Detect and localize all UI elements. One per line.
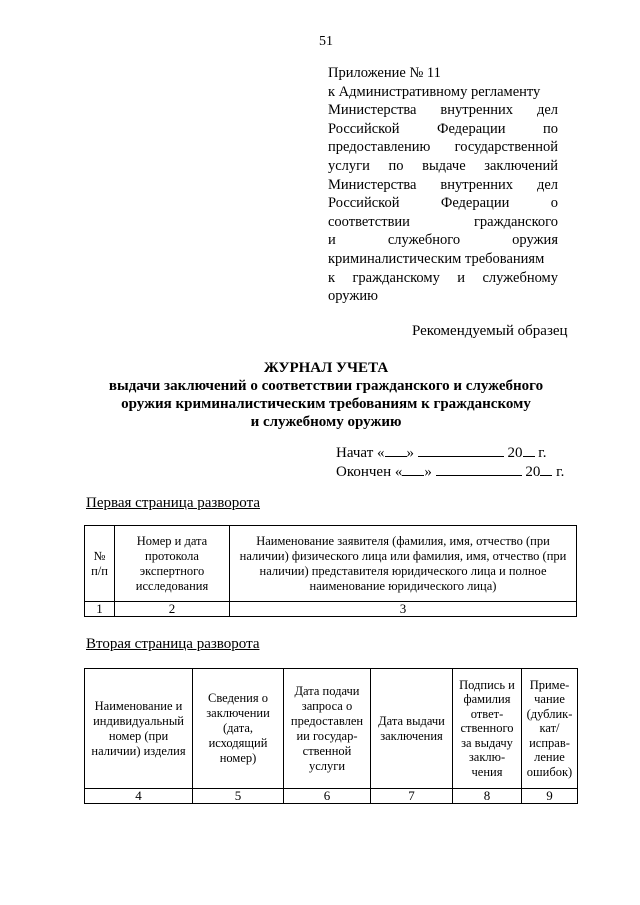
appendix-line: [328, 138, 558, 157]
table-header-row: [85, 526, 577, 602]
first-spread-heading: Первая страница разворота: [86, 495, 260, 511]
year-suffix: г.: [556, 464, 565, 480]
appendix-word: дел: [536, 176, 558, 193]
appendix-word: выдаче: [422, 157, 466, 174]
second-spread-table: [84, 668, 578, 804]
year-blank: [523, 442, 535, 457]
table-header-row: [85, 669, 578, 789]
appendix-line: [328, 194, 558, 213]
appendix-word: соответствии: [328, 213, 410, 230]
sample-label: Рекомендуемый образец: [412, 323, 568, 339]
column-number: 7: [371, 789, 453, 804]
appendix-word: по: [388, 157, 404, 174]
column-header: Приме-чание (дублик-кат/ исправ-ление ошибок): [522, 669, 578, 789]
year-blank: [540, 461, 552, 476]
appendix-line: криминалистическим требованиям: [328, 250, 545, 267]
day-blank: [402, 461, 424, 476]
year-prefix: 20: [525, 464, 541, 480]
date-ended-label: Окончен «: [336, 464, 403, 480]
appendix-word: государственной: [454, 139, 558, 156]
day-blank: [385, 442, 407, 457]
journal-subtitle-line: оружия криминалистическим требованиям к гражданскому: [121, 396, 531, 412]
column-header: Номер и дата протокола экспертного исследования: [115, 526, 230, 602]
column-header: Наименование и индивидуальный номер (при наличии) изделия: [85, 669, 193, 789]
appendix-word: Российской: [328, 195, 400, 212]
appendix-line: к Административному регламенту: [328, 83, 541, 100]
appendix-line: [328, 101, 558, 120]
column-header: Подпись и фамилия ответ-ственного за выдачу заклю-чения: [453, 669, 522, 789]
table-number-row: [85, 789, 578, 804]
appendix-word: Министерства: [328, 176, 417, 193]
appendix-word: к: [328, 269, 336, 286]
appendix-word: и: [457, 269, 466, 286]
appendix-word: внутренних: [440, 176, 514, 193]
table-number-row: [85, 602, 577, 617]
appendix-block: [328, 64, 558, 306]
date-started-label: Начат «: [336, 445, 385, 461]
appendix-line: [328, 269, 558, 288]
column-header: Дата подачи запроса о предоставлен ии государ-ственной услуги: [284, 669, 371, 789]
appendix-line: [328, 157, 558, 176]
date-quote: »: [424, 464, 432, 480]
date-quote: »: [406, 445, 415, 461]
appendix-word: служебному: [482, 269, 558, 286]
column-number: 6: [284, 789, 371, 804]
column-header: № п/п: [85, 526, 115, 602]
appendix-line: [328, 120, 558, 139]
appendix-line: [328, 213, 558, 232]
appendix-word: дел: [536, 102, 558, 119]
appendix-title: Приложение № 11: [328, 65, 441, 81]
date-started: [336, 442, 546, 462]
page-number: 51: [319, 34, 333, 49]
appendix-line: [328, 231, 558, 250]
month-blank: [418, 442, 504, 457]
journal-subtitle-line: выдачи заключений о соответствии гражданского и служебного: [108, 378, 544, 394]
column-header: Сведения о заключении (дата, исходящий номер): [193, 669, 284, 789]
column-number: 3: [230, 602, 577, 617]
date-ended: [336, 461, 564, 481]
appendix-word: оружия: [512, 232, 558, 249]
appendix-word: по: [542, 120, 558, 137]
year-prefix: 20: [507, 445, 523, 461]
column-header: Дата выдачи заключения: [371, 669, 453, 789]
column-number: 5: [193, 789, 284, 804]
appendix-word: Федерации: [440, 195, 510, 212]
column-number: 4: [85, 789, 193, 804]
column-number: 8: [453, 789, 522, 804]
appendix-word: служебного: [387, 232, 461, 249]
month-blank: [436, 461, 522, 476]
appendix-word: Федерации: [436, 120, 506, 137]
second-spread-heading: Вторая страница разворота: [86, 636, 260, 652]
appendix-line: [328, 176, 558, 195]
appendix-word: внутренних: [440, 102, 514, 119]
column-number: 1: [85, 602, 115, 617]
appendix-word: о: [550, 195, 558, 212]
appendix-line: оружию: [328, 288, 378, 305]
journal-subtitle-line: и служебному оружию: [250, 414, 402, 430]
appendix-word: заключений: [484, 157, 558, 174]
first-spread-table: [84, 525, 577, 617]
appendix-word: гражданского: [473, 213, 558, 230]
journal-title: ЖУРНАЛ УЧЕТА: [263, 360, 389, 376]
column-number: 9: [522, 789, 578, 804]
appendix-word: и: [328, 232, 336, 249]
appendix-word: Российской: [328, 120, 400, 137]
journal-subtitle: [60, 377, 592, 431]
appendix-word: Министерства: [328, 102, 417, 119]
appendix-word: предоставлению: [328, 139, 431, 156]
appendix-word: услуги: [328, 157, 370, 174]
appendix-word: гражданскому: [352, 269, 440, 286]
column-header: Наименование заявителя (фамилия, имя, отчество (при наличии) физического лица или фамилия, имя, отчество (при наличии) представителя юридического лица и полное наименование юридического лица): [230, 526, 577, 602]
column-number: 2: [115, 602, 230, 617]
year-suffix: г.: [538, 445, 547, 461]
